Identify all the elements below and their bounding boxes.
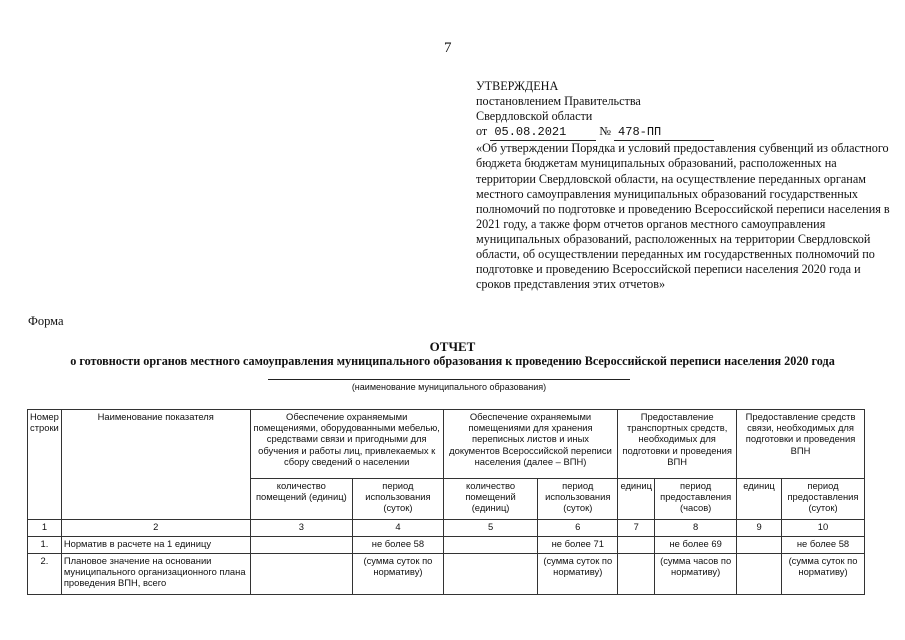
header-group-transport: Предоставление транспортных средств, необходимых для подготовки и проведения ВПН [618, 410, 737, 479]
value-cell: (сумма суток по нормативу) [353, 554, 444, 595]
value-cell: не более 71 [538, 537, 618, 554]
column-number: 1 [28, 520, 62, 537]
column-number: 5 [443, 520, 538, 537]
subheader-g3-period: период предоставления (часов) [655, 479, 737, 520]
value-cell: не более 58 [353, 537, 444, 554]
subheader-g4-units: единиц [737, 479, 782, 520]
column-number-row [28, 520, 865, 537]
decree-title: «Об утверждении Порядка и условий предоставления субвенций из областного бюджета бюджетам муниципальных образований, расположенных на территории Свердловской области, на осуществление переданных органам местного самоуправления муниципальных образований государственных полномочий по подготовке и проведению Всероссийской переписи населения в 2021 году, а также форм отчетов органов местного самоуправления муниципальных образований, расположенных на территории Свердловской области, об осуществлении переданных им государственных полномочий по подготовке и проведению Всероссийской переписи населения 2020 года и сроков представления этих отчетов» [476, 141, 890, 292]
approval-heading: УТВЕРЖДЕНА [476, 79, 559, 93]
report-subtitle: о готовности органов местного самоуправления муниципального образования к проведению Всероссийской переписи населения 2020 года [70, 354, 835, 368]
value-cell: (сумма суток по нормативу) [782, 554, 865, 595]
value-cell [618, 554, 655, 595]
column-number: 3 [250, 520, 352, 537]
subheader-g4-period: период предоставления (суток) [782, 479, 865, 520]
indicator-cell: Норматив в расчете на 1 единицу [61, 537, 250, 554]
table-row [28, 554, 865, 595]
approval-line2: Свердловской области [476, 109, 593, 124]
column-number: 8 [655, 520, 737, 537]
header-group-storage-premises: Обеспечение охраняемыми помещениями для хранения переписных листов и иных документов Всероссийской переписи населения (далее – ВПН) [443, 410, 617, 479]
number-prefix: № [599, 124, 611, 139]
subheader-g3-units: единиц [618, 479, 655, 520]
subheader-g1-count: количество помещений (единиц) [250, 479, 352, 520]
header-row [28, 410, 865, 479]
value-cell: не более 69 [655, 537, 737, 554]
value-cell [737, 554, 782, 595]
header-indicator: Наименование показателя [61, 410, 250, 520]
subheader-g2-period: период использования (суток) [538, 479, 618, 520]
report-title: ОТЧЕТ [429, 339, 476, 354]
approval-date-line [476, 124, 896, 141]
column-number: 10 [782, 520, 865, 537]
header-row-number: Номер строки [28, 410, 62, 520]
subheader-g1-period: период использования (суток) [353, 479, 444, 520]
report-table [27, 409, 865, 595]
value-cell [737, 537, 782, 554]
column-number: 9 [737, 520, 782, 537]
value-cell: (сумма часов по нормативу) [655, 554, 737, 595]
page-number: 7 [444, 40, 452, 56]
indicator-cell: Плановое значение на основании муниципального организационного плана проведения ВПН, всего [61, 554, 250, 595]
column-number: 7 [618, 520, 655, 537]
value-cell [443, 554, 538, 595]
row-number-cell: 2. [28, 554, 62, 595]
row-number-cell: 1. [28, 537, 62, 554]
value-cell [618, 537, 655, 554]
value-cell [443, 537, 538, 554]
value-cell: (сумма суток по нормативу) [538, 554, 618, 595]
column-number: 2 [61, 520, 250, 537]
approval-block [476, 79, 896, 292]
value-cell [250, 554, 352, 595]
approval-number: 478-ПП [614, 125, 714, 141]
column-number: 4 [353, 520, 444, 537]
header-group-communication: Предоставление средств связи, необходимых для подготовки и проведения ВПН [737, 410, 865, 479]
subheader-g2-count: количество помещений (единиц) [443, 479, 538, 520]
date-prefix: от [476, 124, 488, 139]
value-cell: не более 58 [782, 537, 865, 554]
form-label: Форма [28, 314, 64, 328]
column-number: 6 [538, 520, 618, 537]
municipality-name-line [268, 379, 630, 380]
table-row [28, 537, 865, 554]
value-cell [250, 537, 352, 554]
approval-date: 05.08.2021 [490, 125, 596, 141]
header-group-training-premises: Обеспечение охраняемыми помещениями, оборудованными мебелью, средствами связи и пригодными для обучения и работы лиц, привлекаемых к сбору сведений о населении [250, 410, 443, 479]
municipality-label: (наименование муниципального образования) [351, 382, 547, 392]
approval-line1: постановлением Правительства [476, 94, 641, 109]
